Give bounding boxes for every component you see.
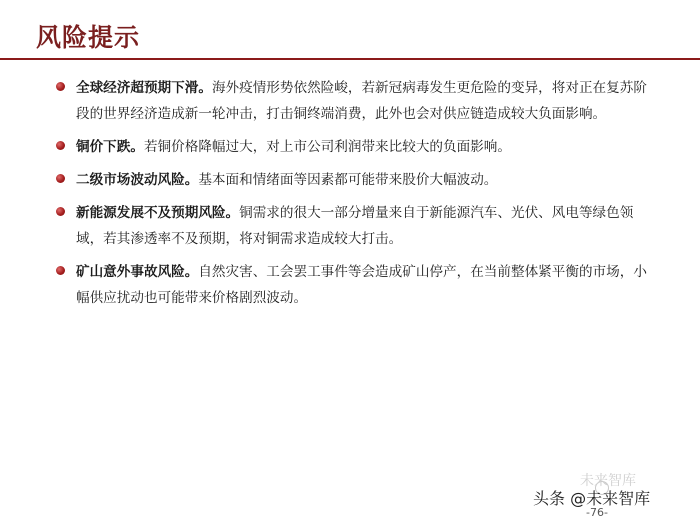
source-tag: 头条 @未来智库 (533, 489, 651, 508)
risk-text (76, 167, 656, 193)
risk-text (76, 75, 656, 127)
risk-heading: 二级市场波动风险。 (76, 172, 199, 188)
risk-item (56, 259, 656, 311)
bullet-icon (56, 82, 65, 91)
risk-item (56, 167, 656, 193)
title-divider (0, 58, 700, 60)
bullet-icon (56, 174, 65, 183)
risk-text (76, 200, 656, 252)
risk-list (56, 75, 656, 318)
risk-body: 海外疫情形势依然险峻，若新冠病毒发生更危险的变异，将对正在复苏阶段的世界经济造成新一轮冲击，打击铜终端消费，此外也会对供应链造成较大负面影响。 (76, 80, 647, 122)
risk-text (76, 259, 656, 311)
risk-heading: 全球经济超预期下滑。 (76, 80, 212, 96)
risk-body: 铜需求的很大一部分增量来自于新能源汽车、光伏、风电等绿色领域，若其渗透率不及预期，将对铜需求造成较大打击。 (76, 205, 634, 247)
risk-body: 自然灾害、工会罢工事件等会造成矿山停产，在当前整体紧平衡的市场，小幅供应扰动也可能带来价格剧烈波动。 (76, 264, 647, 306)
risk-item (56, 134, 656, 160)
risk-item (56, 200, 656, 252)
risk-text (76, 134, 656, 160)
risk-heading: 新能源发展不及预期风险。 (76, 205, 240, 221)
page-title: 风险提示 (36, 23, 141, 52)
bullet-icon (56, 207, 65, 216)
risk-item (56, 75, 656, 127)
bullet-icon (56, 266, 65, 275)
watermark-text: 未来智库 (580, 473, 636, 489)
page-number: -76- (586, 506, 608, 519)
risk-heading: 矿山意外事故风险。 (76, 264, 199, 280)
risk-body: 基本面和情绪面等因素都可能带来股价大幅波动。 (198, 172, 498, 188)
bullet-icon (56, 141, 65, 150)
risk-heading: 铜价下跌。 (76, 139, 144, 155)
risk-body: 若铜价格降幅过大，对上市公司利润带来比较大的负面影响。 (143, 139, 511, 155)
